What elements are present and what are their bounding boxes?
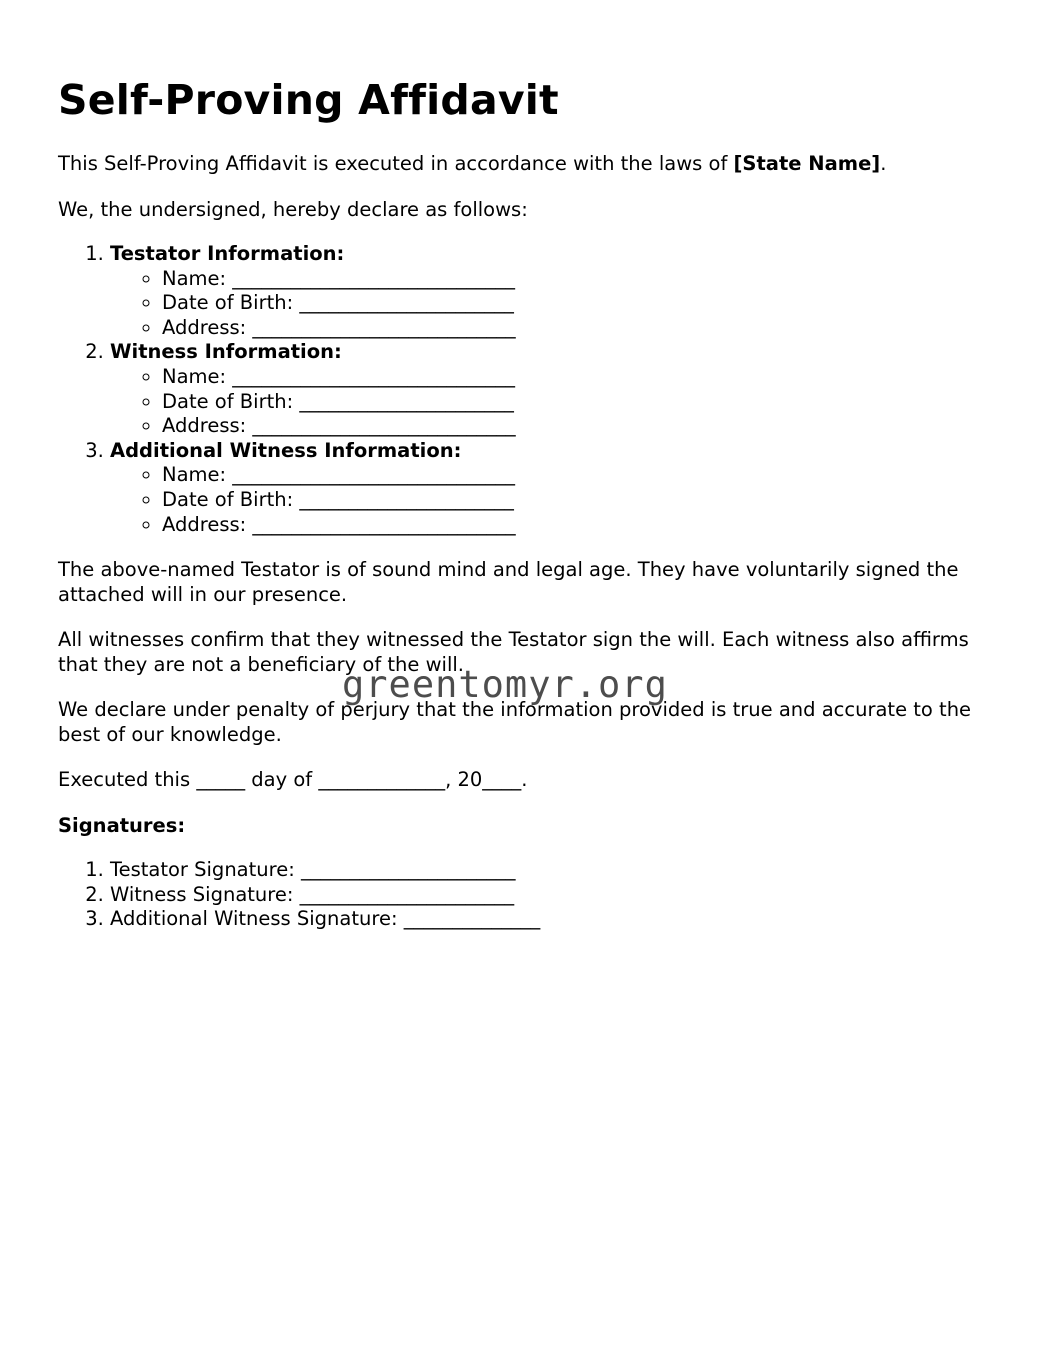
testator-signature-line: 1. Testator Signature: ______________________ [110, 858, 1008, 883]
field-name: ◦ Name: _____________________________ [162, 267, 1008, 292]
information-sections-list [58, 242, 1008, 537]
field-date-of-birth: ◦ Date of Birth: ______________________ [162, 390, 1008, 415]
section-testator [110, 242, 1008, 340]
section-witness [110, 340, 1008, 438]
field-name: ◦ Name: _____________________________ [162, 365, 1008, 390]
document-page [58, 0, 1008, 932]
watermark: greentomyr.org [342, 663, 668, 706]
witness-signature-line: 2. Witness Signature: ______________________ [110, 883, 1008, 908]
sound-mind-paragraph: The above-named Testator is of sound mind and legal age. They have voluntarily signed the attached will in our presence. [58, 558, 959, 606]
state-name-placeholder: [State Name] [733, 152, 881, 175]
section-heading: Testator Information: [110, 242, 345, 265]
field-date-of-birth: ◦ Date of Birth: ______________________ [162, 488, 1008, 513]
field-address: ◦ Address: ___________________________ [162, 316, 1008, 341]
page-title: Self-Proving Affidavit [58, 76, 559, 124]
field-list [110, 463, 1008, 537]
intro-end: . [880, 152, 887, 175]
witness-confirm-paragraph: All witnesses confirm that they witnessed the Testator sign the will. Each witness also affirms that they are not a beneficiary of the will. [58, 628, 969, 676]
executed-date-line: Executed this _____ day of _____________, 20____. [58, 768, 528, 792]
field-name: ◦ Name: _____________________________ [162, 463, 1008, 488]
field-list [110, 365, 1008, 439]
section-heading: Additional Witness Information: [110, 438, 462, 462]
signature-list [58, 858, 1008, 932]
field-date-of-birth: ◦ Date of Birth: ______________________ [162, 291, 1008, 316]
section-heading: Witness Information: [110, 340, 342, 364]
perjury-paragraph: We declare under penalty of perjury that the information provided is true and accurate to the best of our knowledge. [58, 698, 972, 746]
intro-paragraph [58, 152, 1008, 177]
field-address: ◦ Address: ___________________________ [162, 414, 1008, 439]
signatures-heading: Signatures: [58, 813, 186, 837]
field-address: ◦ Address: ___________________________ [162, 513, 1008, 538]
intro-text: This Self-Proving Affidavit is executed in accordance with the laws of [58, 152, 734, 175]
field-list [110, 267, 1008, 341]
declare-paragraph: We, the undersigned, hereby declare as follows: [58, 197, 528, 221]
additional-witness-signature-line: 3. Additional Witness Signature: ______________ [110, 907, 1008, 932]
section-additional-witness [110, 439, 1008, 537]
